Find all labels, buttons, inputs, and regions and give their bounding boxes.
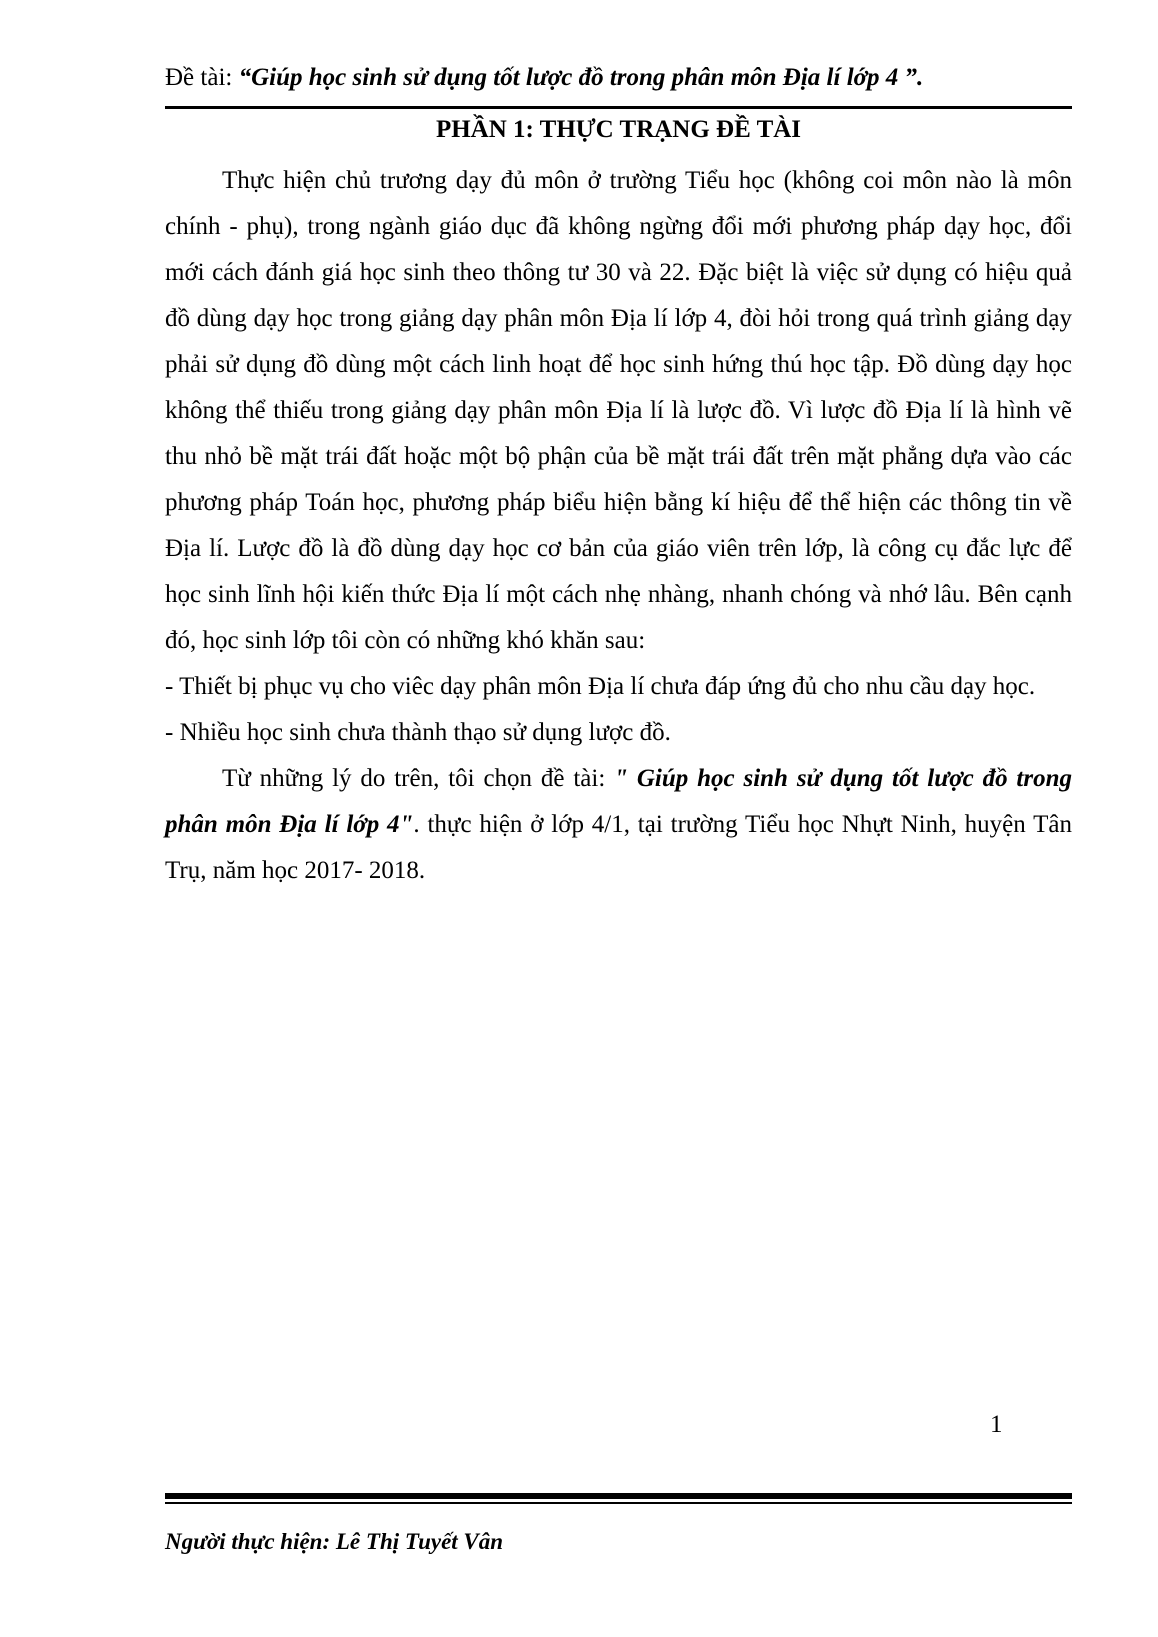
conclusion-topic-title: " Giúp học sinh sử dụng tốt lược đồ trong phân môn Địa lí lớp 4" (165, 765, 1073, 838)
header-title: “Giúp học sinh sử dụng tốt lược đồ trong phân môn Địa lí lớp 4 ”. (238, 64, 924, 91)
footer-divider-thin (165, 1502, 1072, 1504)
conclusion-lead: Từ những lý do trên, tôi chọn đề tài: (222, 765, 615, 792)
footer-divider-thick (165, 1493, 1072, 1499)
document-body (165, 158, 1072, 894)
header-prefix: Đề tài: (165, 64, 239, 91)
document-header (165, 62, 923, 94)
paragraph-conclusion (165, 756, 1072, 894)
bullet-equipment: - Thiết bị phục vụ cho viêc dạy phân môn Địa lí chưa đáp ứng đủ cho nhu cầu dạy học. (165, 673, 1036, 700)
footer-author: Người thực hiện: Lê Thị Tuyết Vân (165, 1529, 504, 1554)
paragraph-intro: Thực hiện chủ trương dạy đủ môn ở trường Tiểu học (không coi môn nào là môn chính - phụ), trong ngành giáo dục đã không ngừng đổi mới phương pháp dạy học, đổi mới cách đánh giá học sinh theo thông tư 30 và 22. Đặc biệt là việc sử dụng có hiệu quả đồ dùng dạy học trong giảng dạy phân môn Địa lí lớp 4, đòi hỏi trong quá trình giảng dạy phải sử dụng đồ dùng một cách linh hoạt để học sinh hứng thú học tập. Đồ dùng dạy học không thể thiếu trong giảng dạy phân môn Địa lí là lược đồ. Vì lược đồ Địa lí là hình vẽ thu nhỏ bề mặt trái đất hoặc một bộ phận của bề mặt trái đất trên mặt phẳng dựa vào các phương pháp Toán học, phương pháp biểu hiện bằng kí hiệu để thể hiện các thông tin về Địa lí. Lược đồ là đồ dùng dạy học cơ bản của giáo viên trên lớp, là công cụ đắc lực để học sinh lĩnh hội kiến thức Địa lí một cách nhẹ nhàng, nhanh chóng và nhớ lâu. Bên cạnh đó, học sinh lớp tôi còn có những khó khăn sau: (165, 167, 1072, 654)
header-divider (165, 106, 1072, 109)
conclusion-tail: . thực hiện ở lớp 4/1, tại trường Tiểu học Nhựt Ninh, huyện Tân Trụ, năm học 2017- 2018. (165, 811, 1072, 884)
section-title: PHẦN 1: THỰC TRẠNG ĐỀ TÀI (435, 116, 802, 143)
bullet-students: - Nhiều học sinh chưa thành thạo sử dụng lược đồ. (165, 719, 671, 746)
page-number: 1 (990, 1411, 1003, 1438)
